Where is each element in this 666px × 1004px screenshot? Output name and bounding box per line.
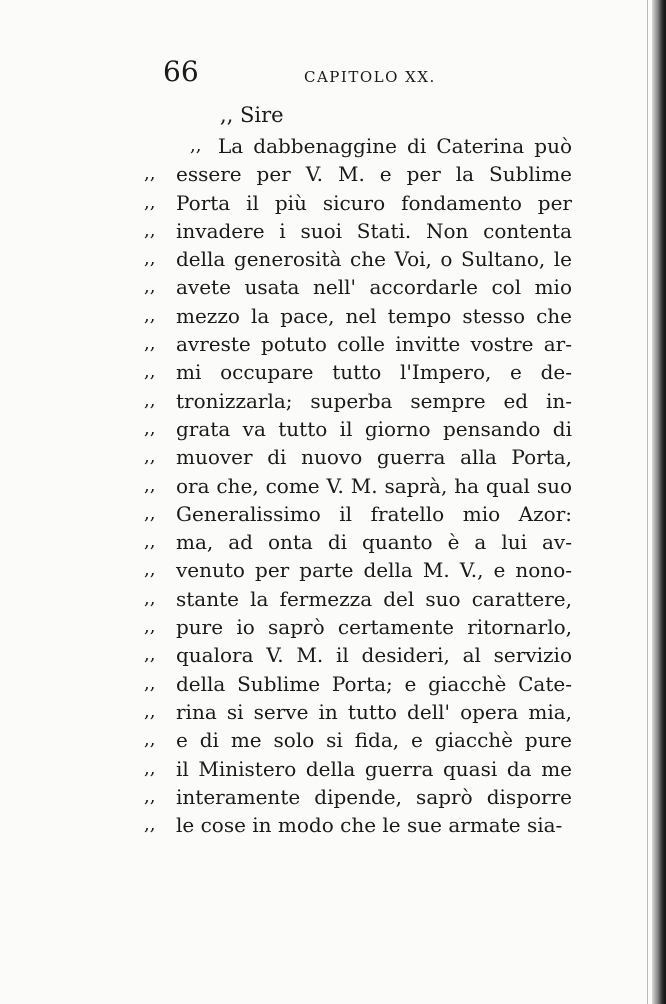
line-text: avreste potuto colle invitte vostre ar- <box>176 332 572 357</box>
text-line <box>0 670 620 698</box>
running-header <box>0 54 666 94</box>
quotation-mark: ,, <box>144 304 156 326</box>
quotation-mark: ,, <box>144 389 156 411</box>
line-text: rina si serve in tutto dell' opera mia, <box>176 699 572 724</box>
line-text: le cose in modo che le sue armate sia- <box>176 813 563 838</box>
text-line <box>0 132 620 160</box>
quotation-mark: ,, <box>144 559 156 581</box>
text-line <box>0 726 620 754</box>
text-line <box>0 811 620 839</box>
quotation-mark: ,, <box>144 785 156 807</box>
text-line <box>0 387 620 415</box>
chapter-title: CAPITOLO XX. <box>304 68 436 86</box>
line-text: stante la fermezza del suo carattere, <box>176 586 572 611</box>
text-line <box>0 273 620 301</box>
quotation-mark: ,, <box>144 333 156 355</box>
quotation-mark: ,, <box>144 474 156 496</box>
quotation-mark: ,, <box>144 502 156 524</box>
line-text: grata va tutto il giorno pensando di <box>176 416 572 441</box>
quotation-mark: ,, <box>144 814 156 836</box>
line-text: e di me solo si fida, e giacchè pure <box>176 728 572 753</box>
line-text: interamente dipende, saprò disporre <box>176 784 572 809</box>
line-text: il Ministero della guerra quasi da me <box>176 756 572 781</box>
text-line <box>0 358 620 386</box>
quotation-mark: ,, <box>144 417 156 439</box>
text-line <box>0 443 620 471</box>
line-text: della Sublime Porta; e giacchè Cate- <box>176 671 572 696</box>
page-number: 66 <box>163 55 199 88</box>
line-text: La dabbenaggine di Caterina può <box>218 134 572 158</box>
quotation-mark: ,, <box>144 163 156 185</box>
letter-body <box>0 132 620 839</box>
line-text: muover di nuovo guerra alla Porta, <box>176 445 572 470</box>
line-text: pure io saprò certamente ritornarlo, <box>176 615 572 640</box>
quotation-mark: ,, <box>144 446 156 468</box>
letter-salutation: ,, Sire <box>220 103 284 127</box>
text-line <box>0 160 620 188</box>
text-line <box>0 755 620 783</box>
text-line <box>0 585 620 613</box>
quotation-mark: ,, <box>144 729 156 751</box>
line-text: venuto per parte della M. V., e nono- <box>176 558 572 583</box>
text-line <box>0 245 620 273</box>
text-line <box>0 415 620 443</box>
text-line <box>0 698 620 726</box>
text-line <box>0 613 620 641</box>
text-line <box>0 556 620 584</box>
line-text: ma, ad onta di quanto è a lui av- <box>176 530 572 555</box>
quotation-mark: ,, <box>144 531 156 553</box>
text-line <box>0 783 620 811</box>
text-line <box>0 641 620 669</box>
line-text: Porta il più sicuro fondamento per <box>176 190 572 215</box>
page-edge-line <box>647 0 648 1004</box>
line-text: della generosità che Voi, o Sultano, le <box>176 247 572 272</box>
quotation-mark: ,, <box>144 587 156 609</box>
line-text: mezzo la pace, nel tempo stesso che <box>176 303 572 328</box>
text-line <box>0 472 620 500</box>
quotation-mark: ,, <box>144 757 156 779</box>
text-line <box>0 217 620 245</box>
line-text: essere per V. M. e per la Sublime <box>176 162 572 187</box>
book-binding-edge <box>652 0 666 1004</box>
quotation-mark: ,, <box>144 191 156 213</box>
text-line <box>0 528 620 556</box>
text-line <box>0 330 620 358</box>
quotation-mark: ,, <box>190 135 202 156</box>
quotation-mark: ,, <box>144 361 156 383</box>
text-line <box>0 500 620 528</box>
text-line <box>0 189 620 217</box>
quotation-mark: ,, <box>144 672 156 694</box>
line-text: invadere i suoi Stati. Non contenta <box>176 218 572 243</box>
line-text: tronizzarla; superba sempre ed in- <box>176 388 572 413</box>
line-text: avete usata nell' accordarle col mio <box>176 275 572 300</box>
quotation-mark: ,, <box>144 616 156 638</box>
quotation-mark: ,, <box>144 644 156 666</box>
line-text: mi occupare tutto l'Impero, e de- <box>176 360 572 385</box>
quotation-mark: ,, <box>144 219 156 241</box>
line-text: qualora V. M. il desideri, al servizio <box>176 643 572 668</box>
text-line <box>0 302 620 330</box>
quotation-mark: ,, <box>144 700 156 722</box>
line-text: ora che, come V. M. saprà, ha qual suo <box>176 473 572 498</box>
quotation-mark: ,, <box>144 276 156 298</box>
line-text: Generalissimo il fratello mio Azor: <box>176 501 572 526</box>
quotation-mark: ,, <box>144 248 156 270</box>
